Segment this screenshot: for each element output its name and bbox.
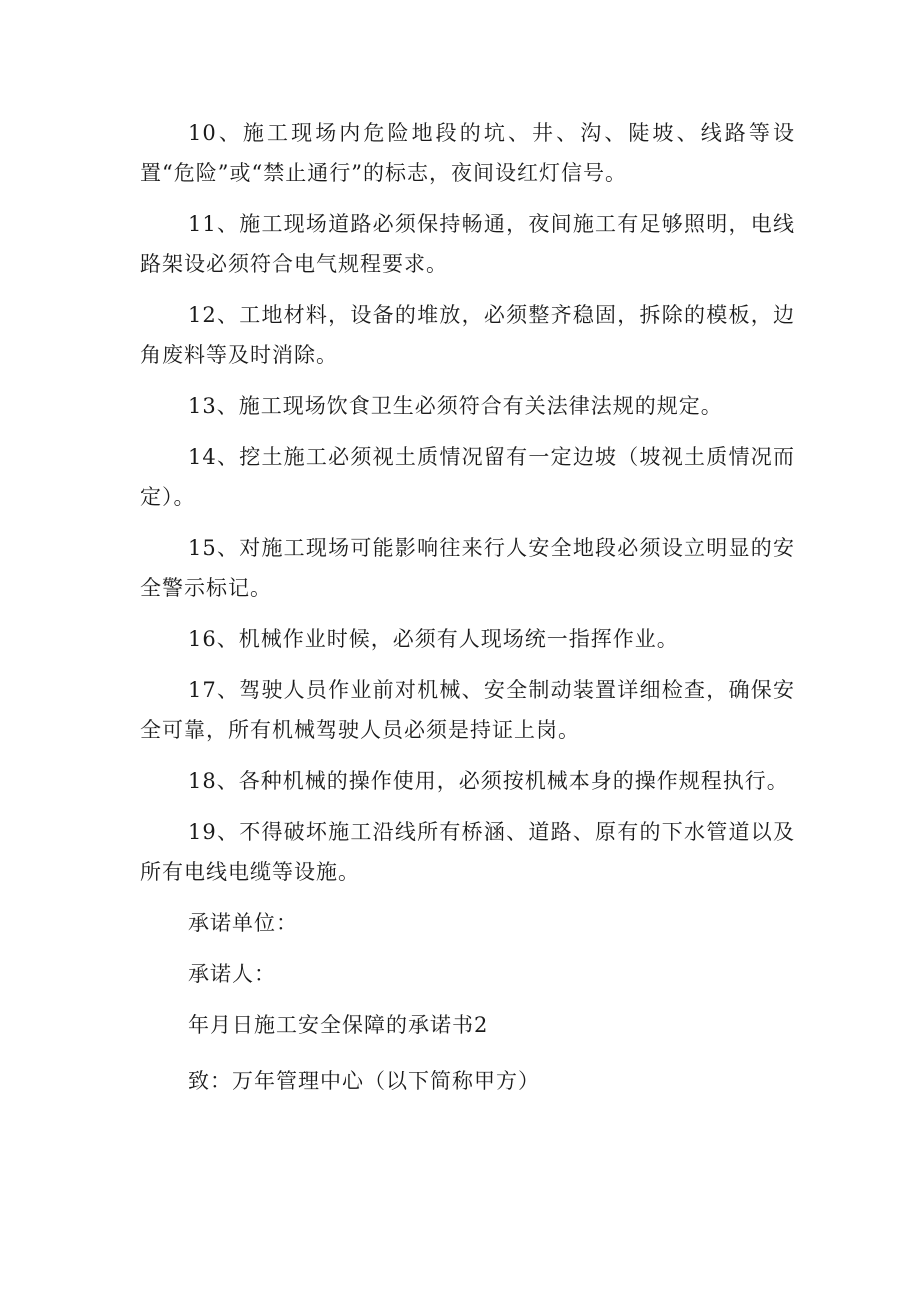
clause-10: 10、施工现场内危险地段的坑、井、沟、陡坡、线路等设置“危险”或“禁止通行”的标志，夜间设红灯信号。 [140,121,795,185]
document-body [140,113,795,1112]
clause-11: 11、施工现场道路必须保持畅通，夜间施工有足够照明，电线路架设必须符合电气规程要求。 [140,212,795,276]
addressee-line: 致：万年管理中心（以下简称甲方） [188,1069,540,1093]
clause-16: 16、机械作业时候，必须有人现场统一指挥作业。 [188,627,679,651]
clause-15: 15、对施工现场可能影响往来行人安全地段必须设立明显的安全警示标记。 [140,536,795,600]
clause-13: 13、施工现场饮食卫生必须符合有关法律法规的规定。 [188,394,723,418]
clause-17: 17、驾驶人员作业前对机械、安全制动装置详细检查，确保安全可靠，所有机械驾驶人员必须是持证上岗。 [140,678,795,742]
clause-18: 18、各种机械的操作使用，必须按机械本身的操作规程执行。 [188,769,789,793]
promisor-label: 承诺人： [188,962,276,986]
promising-unit-label: 承诺单位： [188,911,298,935]
clause-14: 14、挖土施工必须视土质情况留有一定边坡（坡视土质情况而定）。 [140,445,795,509]
date-and-next-title: 年月日施工安全保障的承诺书2 [188,1013,489,1037]
clause-19: 19、不得破坏施工沿线所有桥涵、道路、原有的下水管道以及所有电线电缆等设施。 [140,820,795,884]
clause-12: 12、工地材料，设备的堆放，必须整齐稳固，拆除的模板，边角废料等及时消除。 [140,303,795,367]
